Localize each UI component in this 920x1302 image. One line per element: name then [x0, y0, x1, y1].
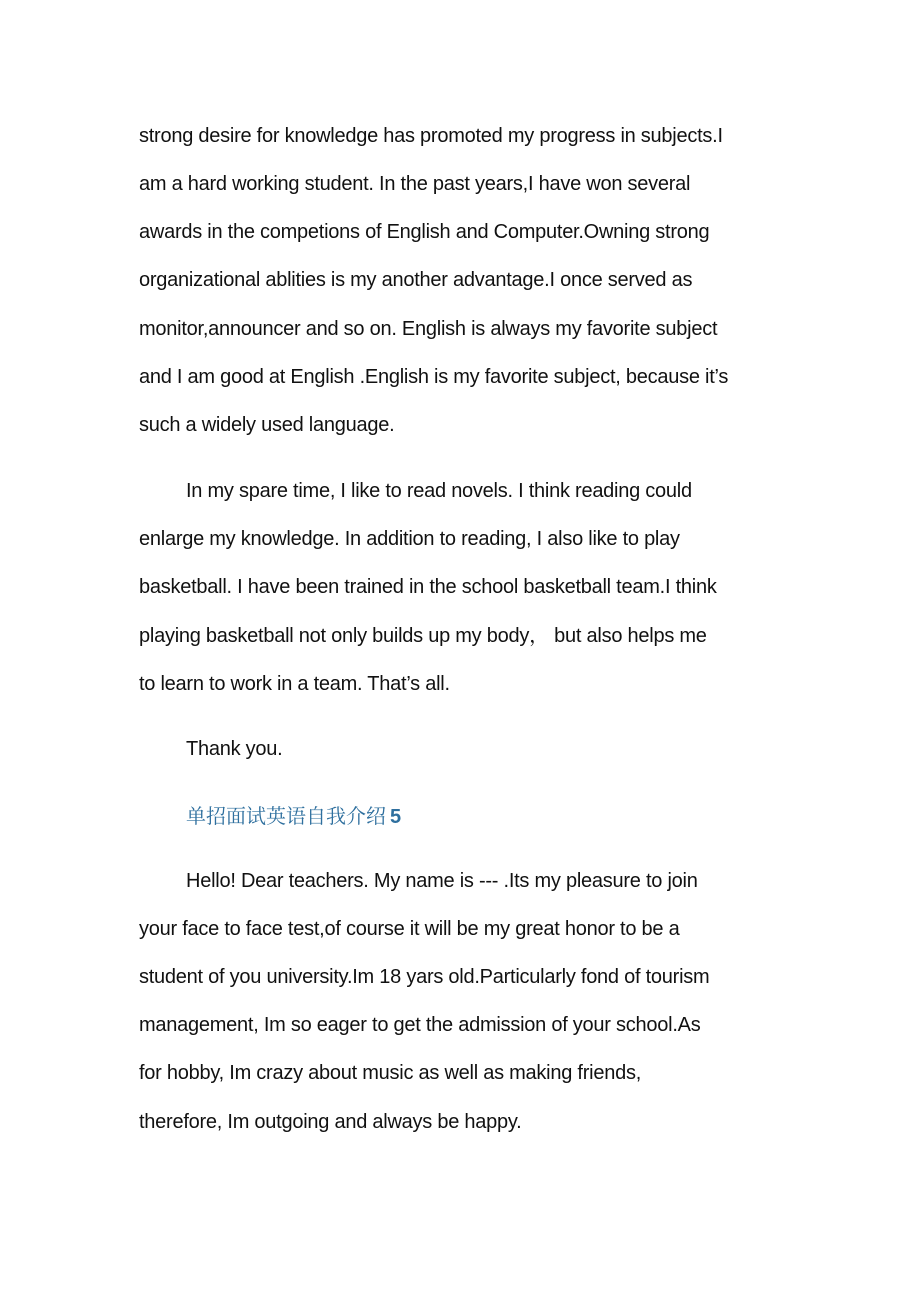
paragraph-line: enlarge my knowledge. In addition to reading, I also like to play: [139, 528, 680, 550]
paragraph-line: In my spare time, I like to read novels. I think reading could: [186, 480, 692, 502]
paragraph-line: therefore, Im outgoing and always be happy.: [139, 1111, 522, 1133]
paragraph-line: strong desire for knowledge has promoted my progress in subjects.I: [139, 125, 723, 147]
paragraph-line: to learn to work in a team. That’s all.: [139, 673, 450, 695]
paragraph-line: management, Im so eager to get the admission of your school.As: [139, 1014, 701, 1036]
closing-line: Thank you.: [186, 738, 283, 760]
paragraph-line: playing basketball not only builds up my body， but also helps me: [139, 625, 707, 647]
paragraph-line: organizational ablities is my another advantage.I once served as: [139, 269, 693, 291]
paragraph-line: Hello! Dear teachers. My name is --- .Its my pleasure to join: [186, 870, 698, 892]
paragraph-line: basketball. I have been trained in the school basketball team.I think: [139, 576, 717, 598]
paragraph-line: student of you university.Im 18 yars old.Particularly fond of tourism: [139, 966, 710, 988]
paragraph-line: such a widely used language.: [139, 414, 395, 436]
paragraph-line: awards in the competions of English and Computer.Owning strong: [139, 221, 710, 243]
paragraph-line: your face to face test,of course it will be my great honor to be a: [139, 918, 680, 940]
paragraph-line: am a hard working student. In the past years,I have won several: [139, 173, 691, 195]
section-heading: [186, 802, 401, 831]
paragraph-line: monitor,announcer and so on. English is always my favorite subject: [139, 318, 718, 340]
paragraph-line: and I am good at English .English is my favorite subject, because it’s: [139, 366, 729, 388]
paragraph-line: for hobby, Im crazy about music as well as making friends,: [139, 1062, 642, 1084]
section-heading-number: 5: [390, 806, 402, 828]
section-heading-text: 单招面试英语自我介绍: [186, 804, 386, 828]
